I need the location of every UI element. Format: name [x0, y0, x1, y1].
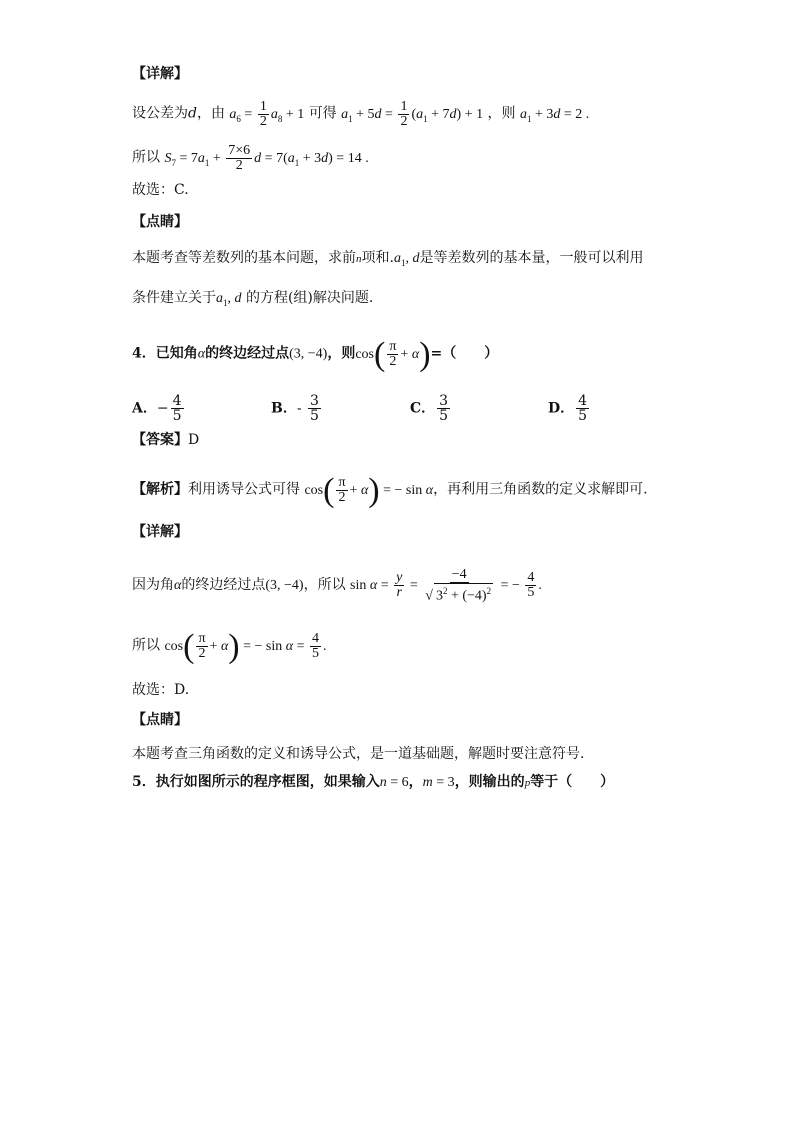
analysis-line: 【解析】利用诱导公式可得 cos( $\frac{\pi}{2}$ + α) = − sin α，再利用三角函数的定义求解即可. — [132, 471, 648, 509]
question5-stem: 5．执行如图所示的程序框图，如果输入n = 6，m = 3，则输出的p等于（ ） — [132, 774, 615, 790]
answer-line — [132, 430, 199, 450]
answer-value: D — [188, 432, 200, 448]
comment1-line1: 本题考查等差数列的基本问题，求前n项和$.a_1$, d是等差数列的基本量，一般可以利用 — [132, 250, 644, 268]
option-c[interactable]: C． $\frac{3}{5}$ — [410, 393, 449, 424]
question4-stem: 4．已知角α的终边经过点(3, −4)，则cos( $\frac{\pi}{2}$ + α)=（ ） — [132, 335, 499, 373]
option-b[interactable]: B．- $\frac{3}{5}$ — [271, 393, 319, 424]
comment2-text: 本题考查三角函数的定义和诱导公式，是一道基础题，解题时要注意符号. — [132, 746, 585, 762]
comment1-line2: 条件建立关于$a_1$, d 的方程(组)解决问题. — [132, 290, 374, 308]
detail2-line1: 因为角α的终边经过点(3, −4)，所以 sin α = $\frac{y}{r}$ = $\frac{-4}{√ 3^2 + (-4)^2}$ = − $\frac{4}{5}$ . — [132, 567, 542, 604]
detail1-conclusion: 故选：C. — [132, 182, 189, 198]
option-a[interactable]: A．− $\frac{4}{5}$ — [132, 393, 182, 424]
answer-tag: 【答案】 — [132, 432, 188, 448]
option-d[interactable]: D． $\frac{4}{5}$ — [548, 393, 588, 424]
detail2-line2: 所以 cos( $\frac{\pi}{2}$ + α) = − sin α = $\frac{4}{5}$ . — [132, 627, 327, 665]
detail2-conclusion: 故选：D. — [132, 682, 190, 698]
detail2-heading: 【详解】 — [132, 524, 188, 540]
comment2-heading: 【点睛】 — [132, 712, 188, 728]
detail1-line2: 所以 $S_7 = 7a_1$ + $\frac{7\times 6}{2}$ $d = 7(a_1 + 3d) = 14$ . — [132, 143, 369, 173]
comment-heading: 【点睛】 — [132, 214, 188, 230]
detail-heading: 【详解】 — [132, 66, 188, 82]
detail1-line1: 设公差为d，由 $a_6$ = $\frac{1}{2}$ $a_8 + 1$ 可得 $a_1 + 5d$ = $\frac{1}{2}$ $(a_1 + 7d) + 1$ ，则 $a_1 + 3d = 2$ . — [132, 99, 590, 129]
